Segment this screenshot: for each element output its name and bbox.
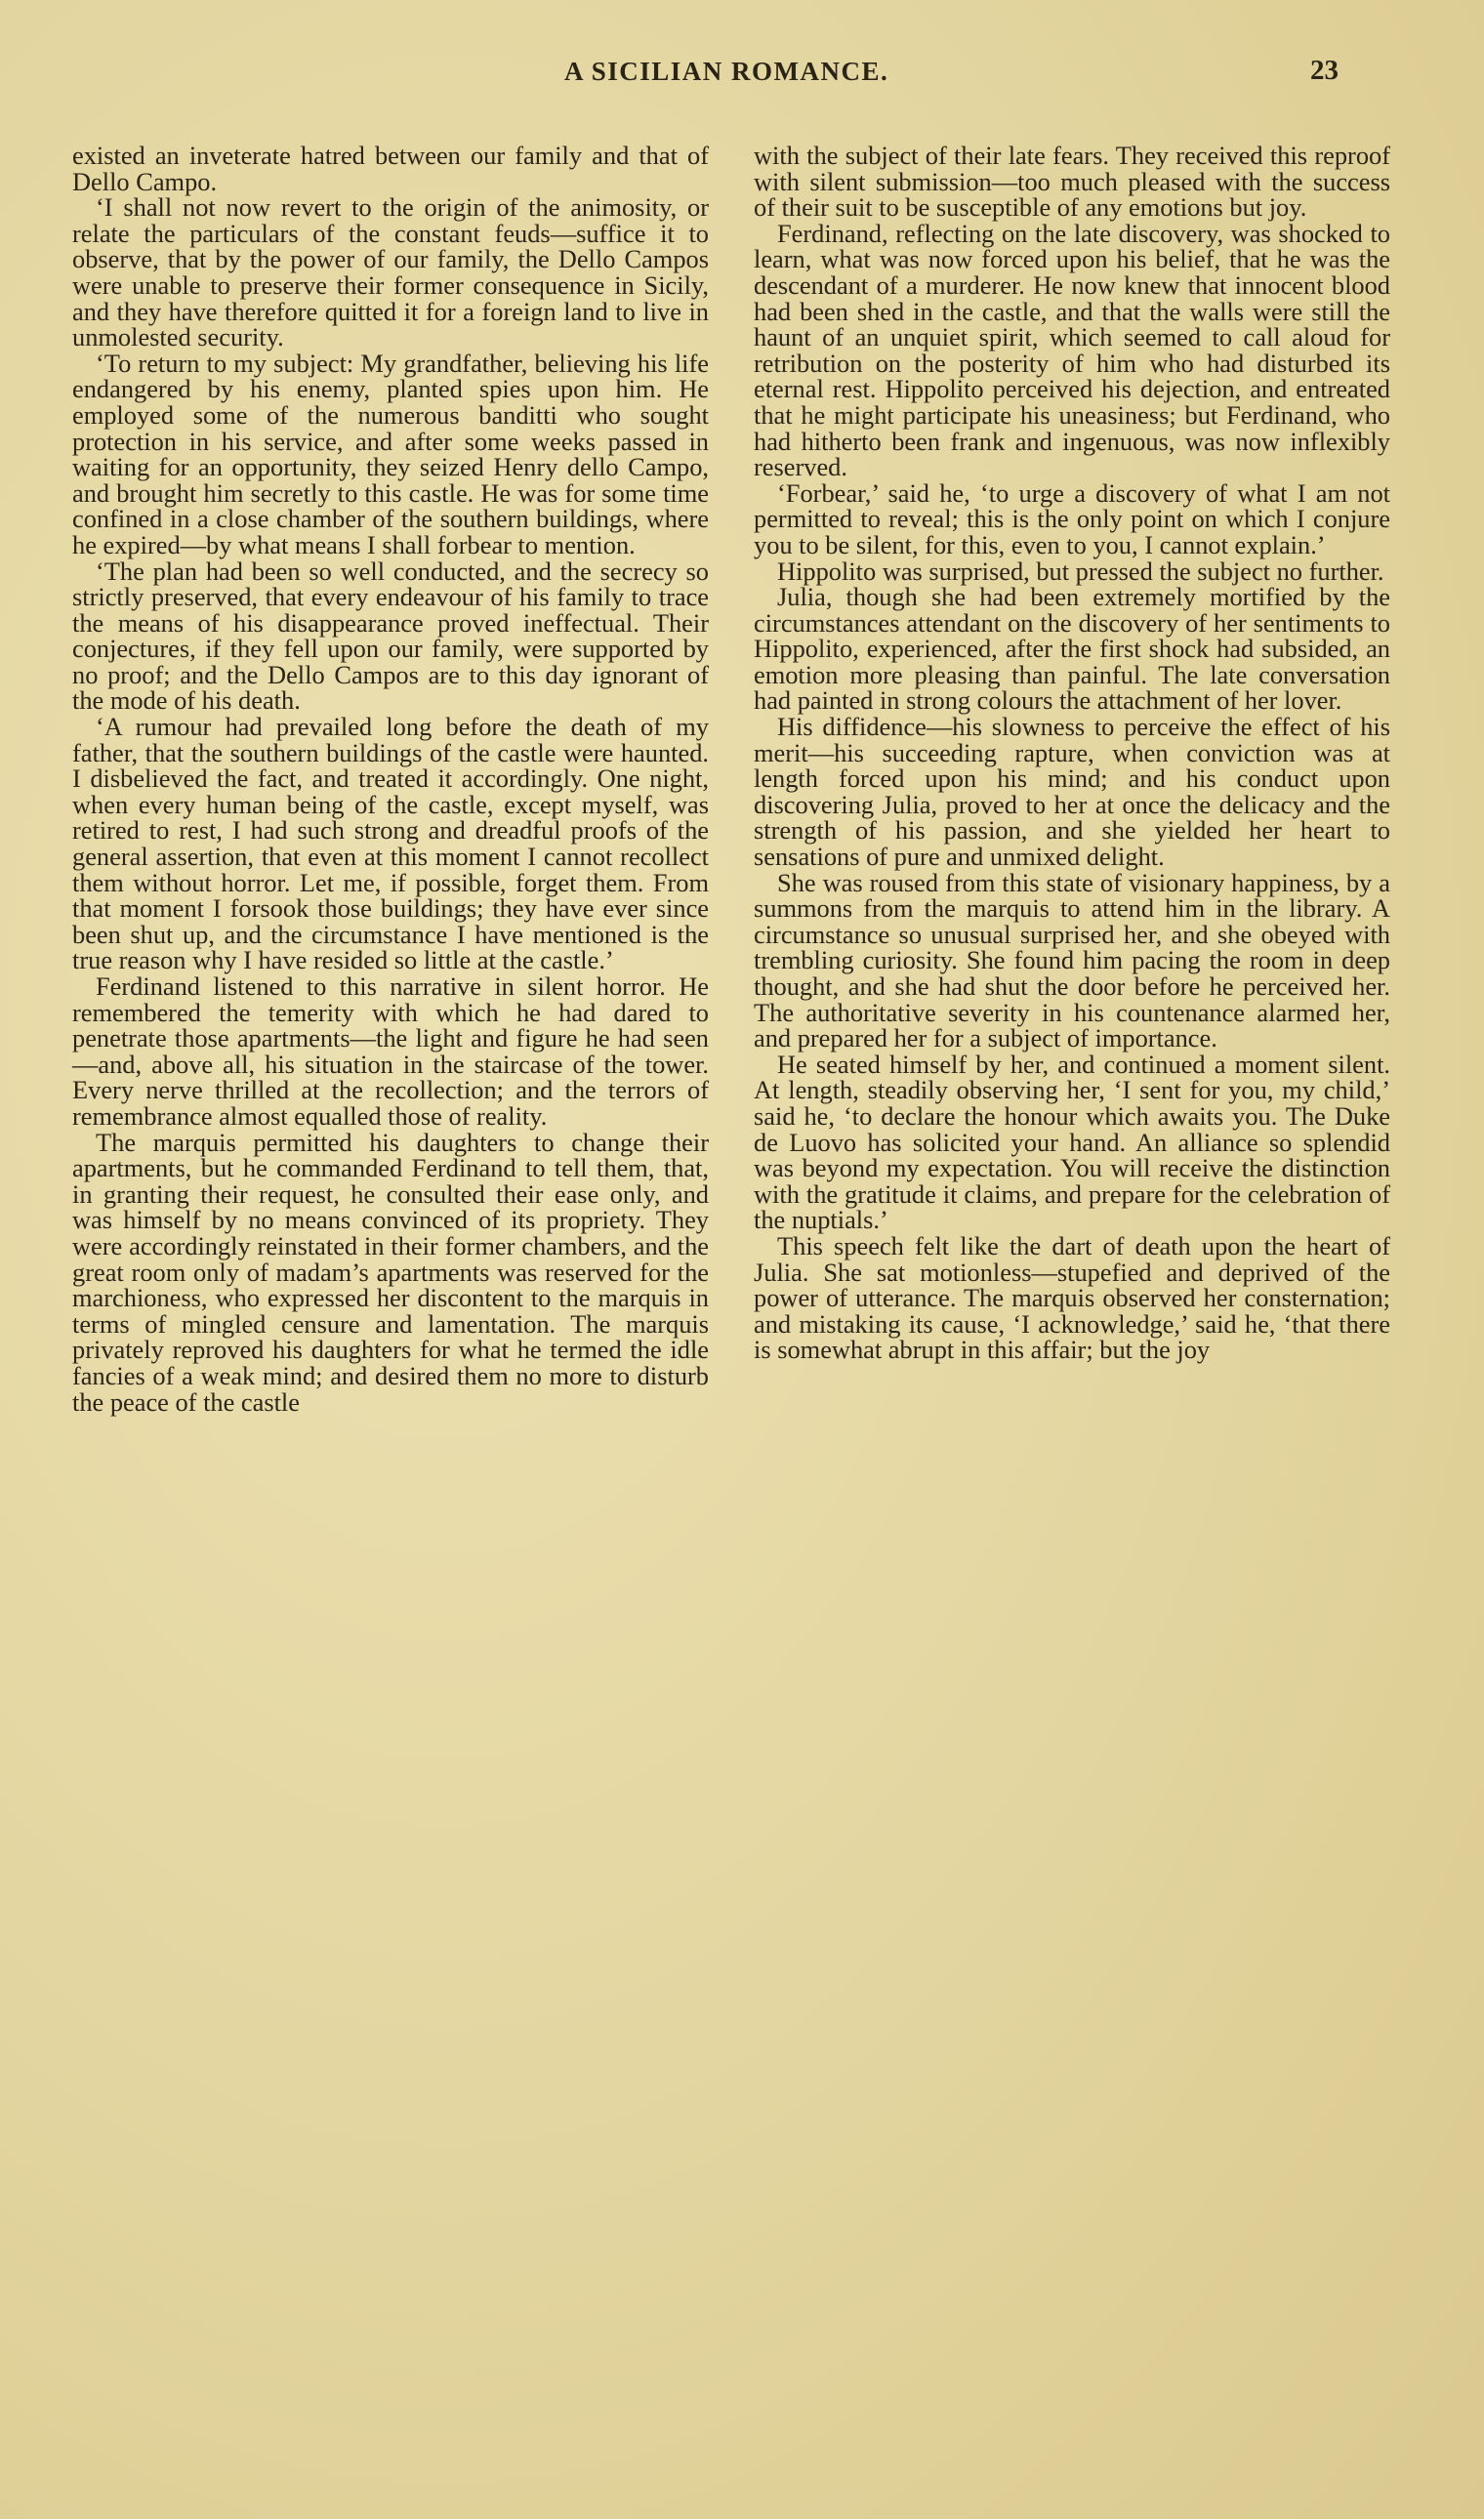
paragraph: ‘I shall not now revert to the origin of the animosity, or relate the particulars of the constant feuds—suffice it to observe, that by the power of our family, the Dello Campos were unable to preserve their former consequence in Sicily, and they have therefore quitted it for a foreign land to live in unmolested security. <box>72 192 709 352</box>
left-column <box>72 143 709 1415</box>
paragraph: This speech felt like the dart of death upon the heart of Julia. She sat motionless—stupefied and deprived of the power of utterance. The marquis observed her consternation; and mistaking its cause, ‘I acknowledge,’ said he, ‘that there is somewhat abrupt in this affair; but the joy <box>754 1230 1390 1365</box>
paragraph: The marquis permitted his daughters to change their apartments, but he commanded Ferdinand to tell them, that, in granting their request, he consulted their ease only, and was himself by no means convinced of its propriety. They were accordingly reinstated in their former chambers, and the great room only of madam’s apartments was reserved for the marchioness, who expressed her discontent to the marquis in terms of mingled censure and lamentation. The marquis privately reproved his daughters for what he termed the idle fancies of a weak mind; and desired them no more to disturb the peace of the castle <box>72 1127 709 1417</box>
paragraph: ‘The plan had been so well conducted, and the secrecy so strictly preserved, that every endeavour of his family to trace the means of his disappearance proved ineffectual. Their conjectures, if they fell upon our family, were supported by no proof; and the Dello Campos are to this day ignorant of the mode of his death. <box>72 556 709 716</box>
paragraph: ‘Forbear,’ said he, ‘to urge a discovery of what I am not permitted to reveal; this is the only point on which I conjure you to be silent, for this, even to you, I cannot explain.’ <box>754 477 1390 559</box>
right-column <box>754 143 1390 1363</box>
paragraph: She was roused from this state of visionary happiness, by a summons from the marquis to attend him in the library. A circumstance so unusual surprised her, and she obeyed with trembling curiosity. She found him pacing the room in deep thought, and she had shut the door before he perceived her. The authoritative severity in his countenance alarmed her, and prepared her for a subject of importance. <box>754 867 1390 1053</box>
page-header <box>0 51 1484 90</box>
paragraph: ‘A rumour had prevailed long before the death of my father, that the southern buildings of the castle were haunted. I disbelieved the fact, and treated it accordingly. One night, when every human being of the castle, except myself, was retired to rest, I had such strong and dreadful proofs of the general assertion, that even at this moment I cannot recollect them without horror. Let me, if possible, forget them. From that moment I forsook those buildings; they have ever since been shut up, and the circumstance I have mentioned is the true reason why I have resided so little at the castle.’ <box>72 712 709 975</box>
paragraph: ‘To return to my subject: My grandfather, believing his life endangered by his enemy, planted spies upon him. He employed some of the numerous banditti who sought protection in his service, and after some weeks passed in waiting for an opportunity, they seized Henry dello Campo, and brought him secretly to this castle. He was for some time confined in a close chamber of the southern buildings, where he expired—by what means I shall forbear to mention. <box>72 348 709 559</box>
paragraph: Ferdinand listened to this narrative in silent horror. He remembered the temerity with which he had dared to penetrate those apartments—the light and figure he had seen—and, above all, his situation in the staircase of the tower. Every nerve thrilled at the recollection; and the terrors of remembrance almost equalled those of reality. <box>72 971 709 1131</box>
paragraph: He seated himself by her, and continued a moment silent. At length, steadily observing her, ‘I sent for you, my child,’ said he, ‘to declare the honour which awaits you. The Duke de Luovo has solicited your hand. An alliance so splendid was beyond my expectation. You will receive the distinction with the gratitude it claims, and prepare for the celebration of the nuptials.’ <box>754 1049 1390 1235</box>
paragraph: existed an inveterate hatred between our family and that of Dello Campo. <box>72 141 709 196</box>
paragraph: with the subject of their late fears. They received this reproof with silent submission—too much pleased with the success of their suit to be susceptible of any emotions but joy. <box>754 141 1390 223</box>
paragraph: Ferdinand, reflecting on the late discovery, was shocked to learn, what was now forced upon his belief, that he was the descendant of a murderer. He now knew that innocent blood had been shed in the castle, and that the walls were still the haunt of an unquiet spirit, which seemed to call aloud for retribution on the posterity of him who had disturbed its eternal rest. Hippolito perceived his dejection, and entreated that he might participate his uneasiness; but Ferdinand, who had hitherto been frank and ingenuous, was now inflexibly reserved. <box>754 218 1390 482</box>
paragraph: Julia, though she had been extremely mortified by the circumstances attendant on the discovery of her sentiments to Hippolito, experienced, after the first shock had subsided, an emotion more pleasing than painful. The late conversation had painted in strong colours the attachment of her lover. <box>754 582 1390 716</box>
running-title: A SICILIAN ROMANCE. <box>564 57 889 86</box>
paragraph: His diffidence—his slowness to perceive the effect of his merit—his succeeding rapture, when conviction was at length forced upon his mind; and his conduct upon discovering Julia, proved to her at once the delicacy and the strength of his passion, and she yielded her heart to sensations of pure and unmixed delight. <box>754 712 1390 872</box>
paragraph: Hippolito was surprised, but pressed the subject no further. <box>777 556 1384 586</box>
page-number: 23 <box>1310 55 1339 86</box>
